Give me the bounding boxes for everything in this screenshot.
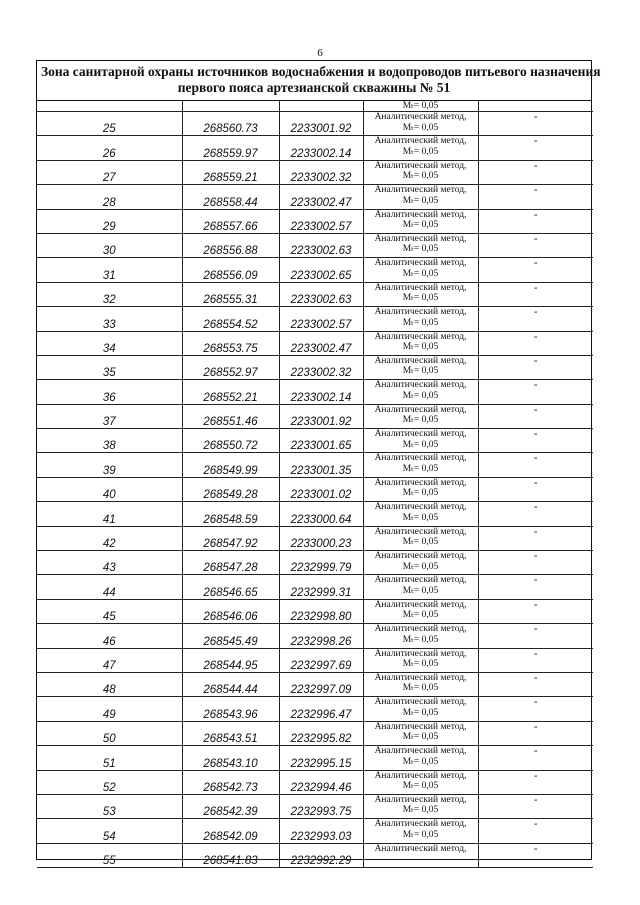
table-row [37,770,593,794]
method-cell [363,258,478,282]
accuracy-value: Mₜ= 0,05 [402,415,439,426]
method-cell [363,502,478,526]
note-cell: - [478,648,593,672]
table-row [37,136,593,160]
accuracy-value: Mₜ= 0,05 [402,366,439,377]
x-coordinate-cell: 268552.21 [182,380,279,404]
accuracy-value: Mₜ= 0,05 [402,707,439,718]
note-cell: - [478,477,593,501]
method-label: Аналитический метод, [374,429,467,440]
point-number-cell: 48 [37,672,182,696]
method-label: Аналитический метод, [374,648,467,659]
x-coordinate-cell: 268548.59 [182,502,279,526]
method-cell [363,331,478,355]
note-cell: - [478,258,593,282]
note-cell: - [478,672,593,696]
page-number: 6 [317,47,323,59]
method-label: Аналитический метод, [374,258,467,269]
note-cell: - [478,112,593,136]
method-cell [363,721,478,745]
table-row [37,575,593,599]
method-label: Аналитический метод, [374,624,467,635]
point-number-cell: 33 [37,307,182,331]
table-row [37,233,593,257]
accuracy-value: Mₜ= 0,05 [402,268,439,279]
method-label: Аналитический метод, [374,404,467,415]
method-cell [363,672,478,696]
method-cell [363,526,478,550]
note-cell: - [478,453,593,477]
point-number-cell: 31 [37,258,182,282]
method-cell [363,453,478,477]
method-label: Аналитический метод, [374,672,467,683]
x-coordinate-cell: 268560.73 [182,112,279,136]
accuracy-value: Mₜ= 0,05 [402,781,439,792]
note-cell: - [478,624,593,648]
method-label: Аналитический метод, [374,282,467,293]
point-number-cell: 25 [37,112,182,136]
accuracy-value: Mₜ= 0,05 [402,537,439,548]
accuracy-value: Mₜ= 0,05 [402,122,439,133]
y-coordinate-cell: 2232995.15 [279,746,363,770]
method-label: Аналитический метод, [374,794,467,805]
accuracy-value: Mₜ= 0,05 [402,634,439,645]
table-row [37,429,593,453]
method-cell [363,551,478,575]
x-coordinate-cell: 268558.44 [182,185,279,209]
point-number-cell: 26 [37,136,182,160]
x-coordinate-cell: 268557.66 [182,209,279,233]
table-title [37,61,601,101]
y-coordinate-cell: 2232999.31 [279,575,363,599]
method-cell [363,209,478,233]
y-coordinate-cell: 2232998.80 [279,599,363,623]
method-label: Аналитический метод, [374,721,467,732]
point-number-cell: 27 [37,160,182,184]
x-coordinate-cell: 268549.99 [182,453,279,477]
point-number-cell: 39 [37,453,182,477]
method-cell [363,648,478,672]
y-coordinate-cell: 2233002.57 [279,307,363,331]
note-cell: - [478,355,593,379]
x-coordinate-cell: 268541.83 [182,843,279,867]
method-cell [363,429,478,453]
method-label: Аналитический метод, [374,843,467,854]
point-number-cell: 44 [37,575,182,599]
carry-note-cell [478,101,593,112]
x-coordinate-cell: 268554.52 [182,307,279,331]
accuracy-value: Mₜ= 0,05 [402,805,439,816]
method-label: Аналитический метод, [374,599,467,610]
accuracy-value: Mₜ= 0,05 [402,171,439,182]
x-coordinate-cell: 268542.73 [182,770,279,794]
y-coordinate-cell: 2232997.09 [279,672,363,696]
coordinates-table [37,101,593,868]
method-label: Аналитический метод, [374,307,467,318]
y-coordinate-cell: 2232998.26 [279,624,363,648]
point-number-cell: 40 [37,477,182,501]
accuracy-value: Mₜ= 0,05 [402,756,439,767]
method-label: Аналитический метод, [374,746,467,757]
table-row [37,307,593,331]
table-row [37,843,593,867]
y-coordinate-cell: 2232999.79 [279,551,363,575]
accuracy-value: Mₜ= 0,05 [402,683,439,694]
method-cell [363,307,478,331]
method-cell [363,599,478,623]
x-coordinate-cell: 268551.46 [182,404,279,428]
accuracy-value: Mₜ= 0,05 [402,146,439,157]
table-row [37,331,593,355]
x-coordinate-cell: 268542.09 [182,819,279,843]
point-number-cell: 28 [37,185,182,209]
y-coordinate-cell: 2233002.63 [279,282,363,306]
y-coordinate-cell: 2232996.47 [279,697,363,721]
method-cell [363,746,478,770]
y-coordinate-cell: 2233002.14 [279,136,363,160]
y-coordinate-cell: 2233002.32 [279,355,363,379]
table-row [37,185,593,209]
carry-accuracy: Mₜ= 0,05 [402,101,439,111]
method-cell [363,770,478,794]
note-cell: - [478,136,593,160]
note-cell: - [478,721,593,745]
table-row [37,160,593,184]
method-label: Аналитический метод, [374,502,467,513]
accuracy-value: Mₜ= 0,05 [402,439,439,450]
y-coordinate-cell: 2233002.63 [279,233,363,257]
y-coordinate-cell: 2233002.14 [279,380,363,404]
method-label: Аналитический метод, [374,575,467,586]
y-coordinate-cell: 2233001.92 [279,404,363,428]
table-row [37,599,593,623]
y-coordinate-cell: 2232997.69 [279,648,363,672]
accuracy-value: Mₜ= 0,05 [402,293,439,304]
note-cell: - [478,575,593,599]
method-cell [363,112,478,136]
method-cell [363,404,478,428]
method-label: Аналитический метод, [374,770,467,781]
point-number-cell: 54 [37,819,182,843]
note-cell: - [478,526,593,550]
method-label: Аналитический метод, [374,819,467,830]
note-cell: - [478,502,593,526]
method-cell [363,477,478,501]
method-cell [363,355,478,379]
accuracy-value: Mₜ= 0,05 [402,342,439,353]
y-coordinate-cell: 2233002.47 [279,331,363,355]
note-cell: - [478,233,593,257]
note-cell: - [478,307,593,331]
note-cell: - [478,185,593,209]
accuracy-value: Mₜ= 0,05 [402,561,439,572]
point-number-cell: 51 [37,746,182,770]
y-coordinate-cell: 2233001.35 [279,453,363,477]
point-number-cell: 46 [37,624,182,648]
table-row [37,526,593,550]
x-coordinate-cell: 268553.75 [182,331,279,355]
method-label: Аналитический метод, [374,453,467,464]
accuracy-value: Mₜ= 0,05 [402,463,439,474]
x-coordinate-cell: 268545.49 [182,624,279,648]
point-number-cell: 32 [37,282,182,306]
accuracy-value: Mₜ= 0,05 [402,317,439,328]
method-cell [363,575,478,599]
table-row [37,551,593,575]
table-row [37,721,593,745]
x-coordinate-cell: 268546.65 [182,575,279,599]
y-coordinate-cell: 2232992.29 [279,843,363,867]
note-cell: - [478,843,593,867]
method-label: Аналитический метод, [374,380,467,391]
method-label: Аналитический метод, [374,331,467,342]
x-coordinate-cell: 268555.31 [182,282,279,306]
method-label: Аналитический метод, [374,136,467,147]
point-number-cell: 37 [37,404,182,428]
title-line-2: первого пояса артезианской скважины № 51 [177,80,451,95]
method-cell [363,185,478,209]
table-row [37,477,593,501]
y-coordinate-cell: 2233001.92 [279,112,363,136]
x-coordinate-cell: 268547.92 [182,526,279,550]
x-coordinate-cell: 268542.39 [182,794,279,818]
note-cell: - [478,746,593,770]
x-coordinate-cell: 268543.10 [182,746,279,770]
method-cell [363,624,478,648]
note-cell: - [478,770,593,794]
x-coordinate-cell: 268559.97 [182,136,279,160]
point-number-cell: 43 [37,551,182,575]
table-row [37,380,593,404]
y-coordinate-cell: 2232993.03 [279,819,363,843]
point-number-cell: 38 [37,429,182,453]
table-row [37,648,593,672]
method-cell [363,136,478,160]
point-number-cell: 52 [37,770,182,794]
accuracy-value: Mₜ= 0,05 [402,390,439,401]
carry-method-cell [363,101,478,112]
note-cell: - [478,794,593,818]
x-coordinate-cell: 268543.96 [182,697,279,721]
method-cell [363,794,478,818]
point-number-cell: 36 [37,380,182,404]
point-number-cell: 50 [37,721,182,745]
y-coordinate-cell: 2233002.32 [279,160,363,184]
accuracy-value: Mₜ= 0,05 [402,220,439,231]
accuracy-value: Mₜ= 0,05 [402,488,439,499]
note-cell: - [478,331,593,355]
x-coordinate-cell: 268550.72 [182,429,279,453]
x-coordinate-cell: 268556.88 [182,233,279,257]
method-label: Аналитический метод, [374,233,467,244]
accuracy-value: Mₜ= 0,05 [402,195,439,206]
note-cell: - [478,209,593,233]
point-number-cell: 55 [37,843,182,867]
note-cell: - [478,429,593,453]
carry-x-cell [182,101,279,112]
accuracy-value: Mₜ= 0,05 [402,585,439,596]
method-label: Аналитический метод, [374,551,467,562]
method-label: Аналитический метод, [374,355,467,366]
method-cell [363,160,478,184]
table-row [37,624,593,648]
y-coordinate-cell: 2232993.75 [279,794,363,818]
method-cell [363,282,478,306]
x-coordinate-cell: 268544.44 [182,672,279,696]
x-coordinate-cell: 268559.21 [182,160,279,184]
point-number-cell: 49 [37,697,182,721]
table-row [37,794,593,818]
point-number-cell: 34 [37,331,182,355]
method-cell [363,233,478,257]
y-coordinate-cell: 2233000.64 [279,502,363,526]
x-coordinate-cell: 268552.97 [182,355,279,379]
note-cell: - [478,282,593,306]
method-cell [363,843,478,867]
note-cell: - [478,551,593,575]
accuracy-value: Mₜ= 0,05 [402,610,439,621]
accuracy-value: Mₜ= 0,05 [402,829,439,840]
point-number-cell: 29 [37,209,182,233]
method-label: Аналитический метод, [374,209,467,220]
table-row [37,355,593,379]
table-row [37,112,593,136]
point-number-cell: 41 [37,502,182,526]
accuracy-value: Mₜ= 0,05 [402,659,439,670]
x-coordinate-cell: 268547.28 [182,551,279,575]
method-label: Аналитический метод, [374,477,467,488]
y-coordinate-cell: 2233002.65 [279,258,363,282]
table-row [37,258,593,282]
y-coordinate-cell: 2233001.02 [279,477,363,501]
point-number-cell: 42 [37,526,182,550]
method-label: Аналитический метод, [374,526,467,537]
note-cell: - [478,819,593,843]
x-coordinate-cell: 268544.95 [182,648,279,672]
table-row [37,697,593,721]
x-coordinate-cell: 268546.06 [182,599,279,623]
table-row [37,404,593,428]
point-number-cell: 53 [37,794,182,818]
x-coordinate-cell: 268543.51 [182,721,279,745]
table-row [37,672,593,696]
y-coordinate-cell: 2233002.57 [279,209,363,233]
point-number-cell: 35 [37,355,182,379]
note-cell: - [478,404,593,428]
note-cell: - [478,697,593,721]
method-label: Аналитический метод, [374,697,467,708]
point-number-cell: 30 [37,233,182,257]
carry-num-cell [37,101,182,112]
method-cell [363,819,478,843]
method-cell [363,380,478,404]
accuracy-value: Mₜ= 0,05 [402,732,439,743]
y-coordinate-cell: 2232995.82 [279,721,363,745]
x-coordinate-cell: 268549.28 [182,477,279,501]
table-row [37,209,593,233]
carry-over-row [37,101,593,112]
method-label: Аналитический метод, [374,185,467,196]
method-label: Аналитический метод, [374,112,467,122]
note-cell: - [478,380,593,404]
point-number-cell: 45 [37,599,182,623]
table-row [37,453,593,477]
y-coordinate-cell: 2233001.65 [279,429,363,453]
table-row [37,502,593,526]
table-row [37,746,593,770]
table-row [37,282,593,306]
table-body [37,101,593,868]
title-line-1: Зона санитарной охраны источников водоснабжения и водопроводов питьевого назначения [41,64,601,79]
point-number-cell: 47 [37,648,182,672]
table-row [37,819,593,843]
method-label: Аналитический метод, [374,160,467,171]
carry-y-cell [279,101,363,112]
coordinates-table-frame [36,60,601,868]
y-coordinate-cell: 2232994.46 [279,770,363,794]
accuracy-value: Mₜ= 0,05 [402,512,439,523]
x-coordinate-cell: 268556.09 [182,258,279,282]
y-coordinate-cell: 2233002.47 [279,185,363,209]
note-cell: - [478,599,593,623]
accuracy-value: Mₜ= 0,05 [402,244,439,255]
note-cell: - [478,160,593,184]
method-cell [363,697,478,721]
y-coordinate-cell: 2233000.23 [279,526,363,550]
